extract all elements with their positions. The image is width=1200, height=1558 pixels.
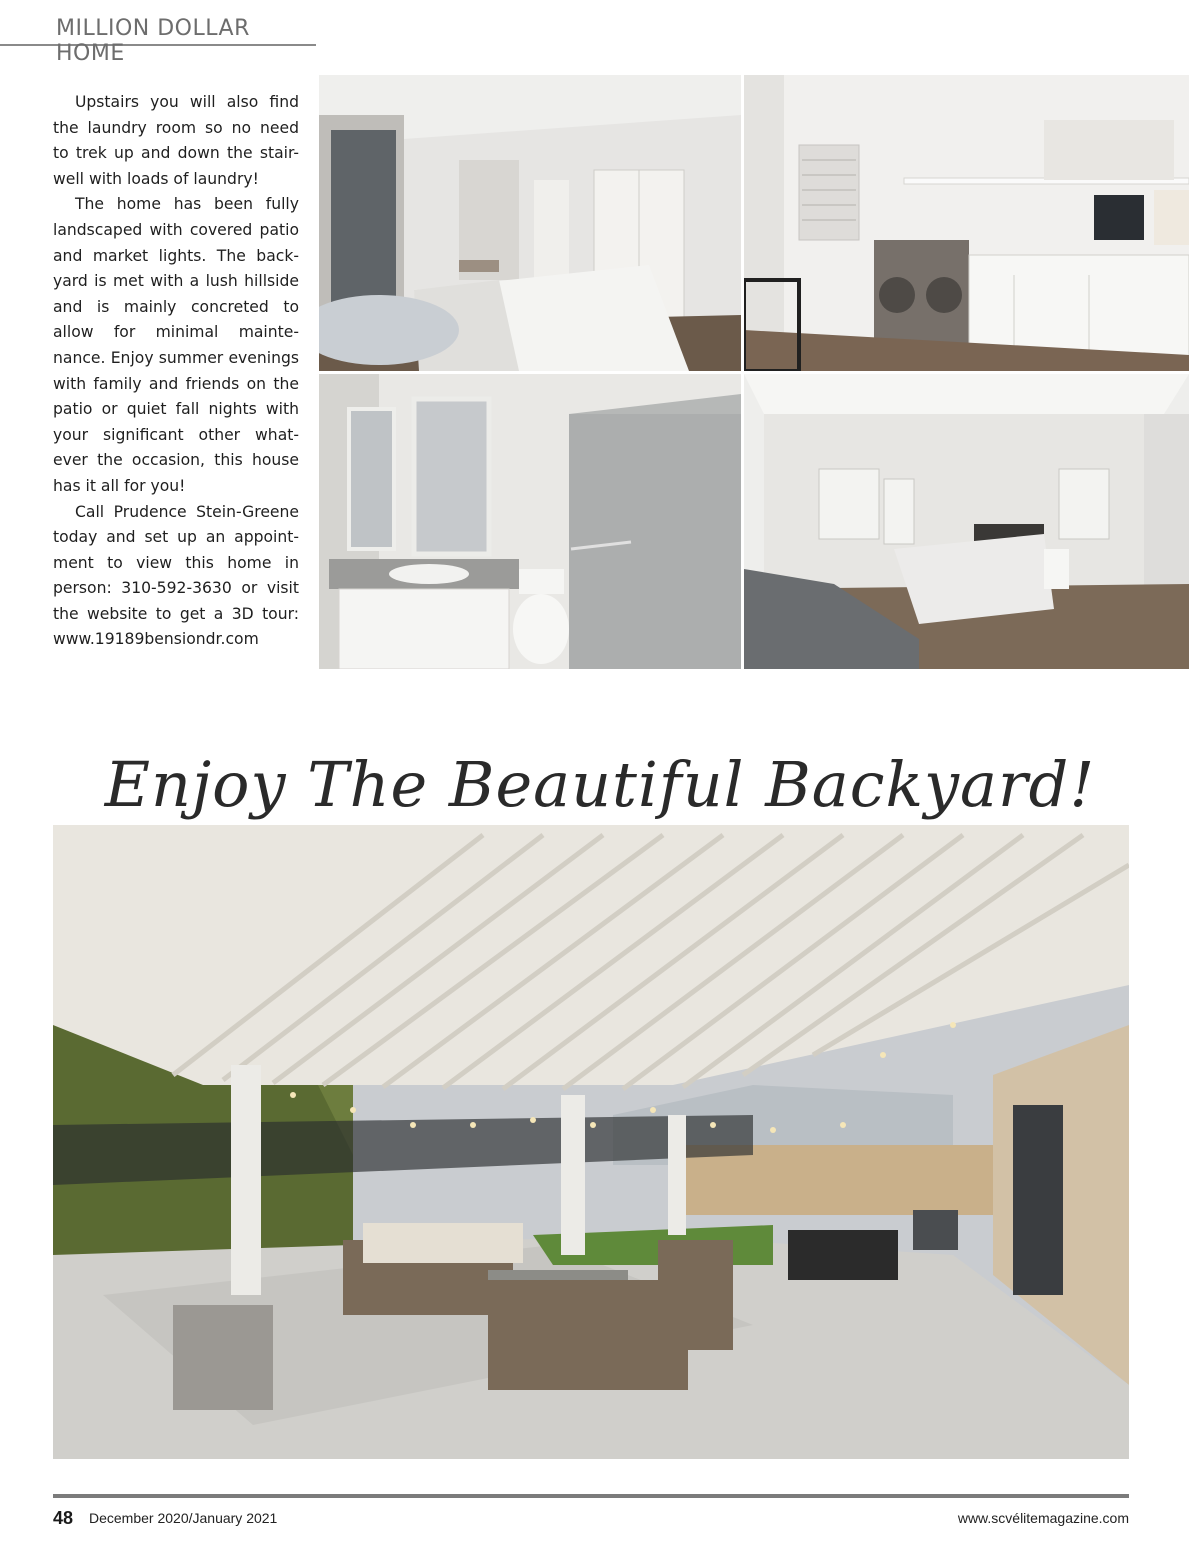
second-bedroom-photo [744, 374, 1189, 669]
feature-heading: Enjoy The Beautiful Backyard! [104, 747, 1096, 821]
magazine-website[interactable]: www.scvélitemagazine.com [957, 1510, 1129, 1526]
article-paragraph: Upstairs you will also find the laundry room so no need to trek up and down the stair-well with loads of laundry! [53, 93, 299, 188]
bathroom-photo [319, 374, 741, 669]
article-paragraph: Call Prudence Stein-Greene today and set up an appoint-ment to view this home in person: 310-592-3630 or visit the website to get a 3D tour: www.19189bensiondr.com [53, 502, 299, 649]
article-paragraph: The home has been fully landscaped with covered patio and market lights. The back-yard is met with a lush hillside and is mainly concreted to allow for minimal mainte-nance. Enjoy summer evenings with family and friends on the patio or quiet fall nights with your significant other what-ever the occasion, this house has it all for you! [53, 195, 299, 495]
article-text [53, 90, 299, 653]
footer-rule [53, 1494, 1129, 1498]
section-title: MILLION DOLLAR HOME [56, 16, 250, 66]
issue-date: December 2020/January 2021 [89, 1510, 278, 1526]
backyard-patio-photo [53, 825, 1129, 1459]
page-number: 48 [53, 1508, 74, 1528]
bedroom-photo [319, 75, 741, 371]
section-header [0, 14, 316, 66]
laundry-room-photo [744, 75, 1189, 371]
